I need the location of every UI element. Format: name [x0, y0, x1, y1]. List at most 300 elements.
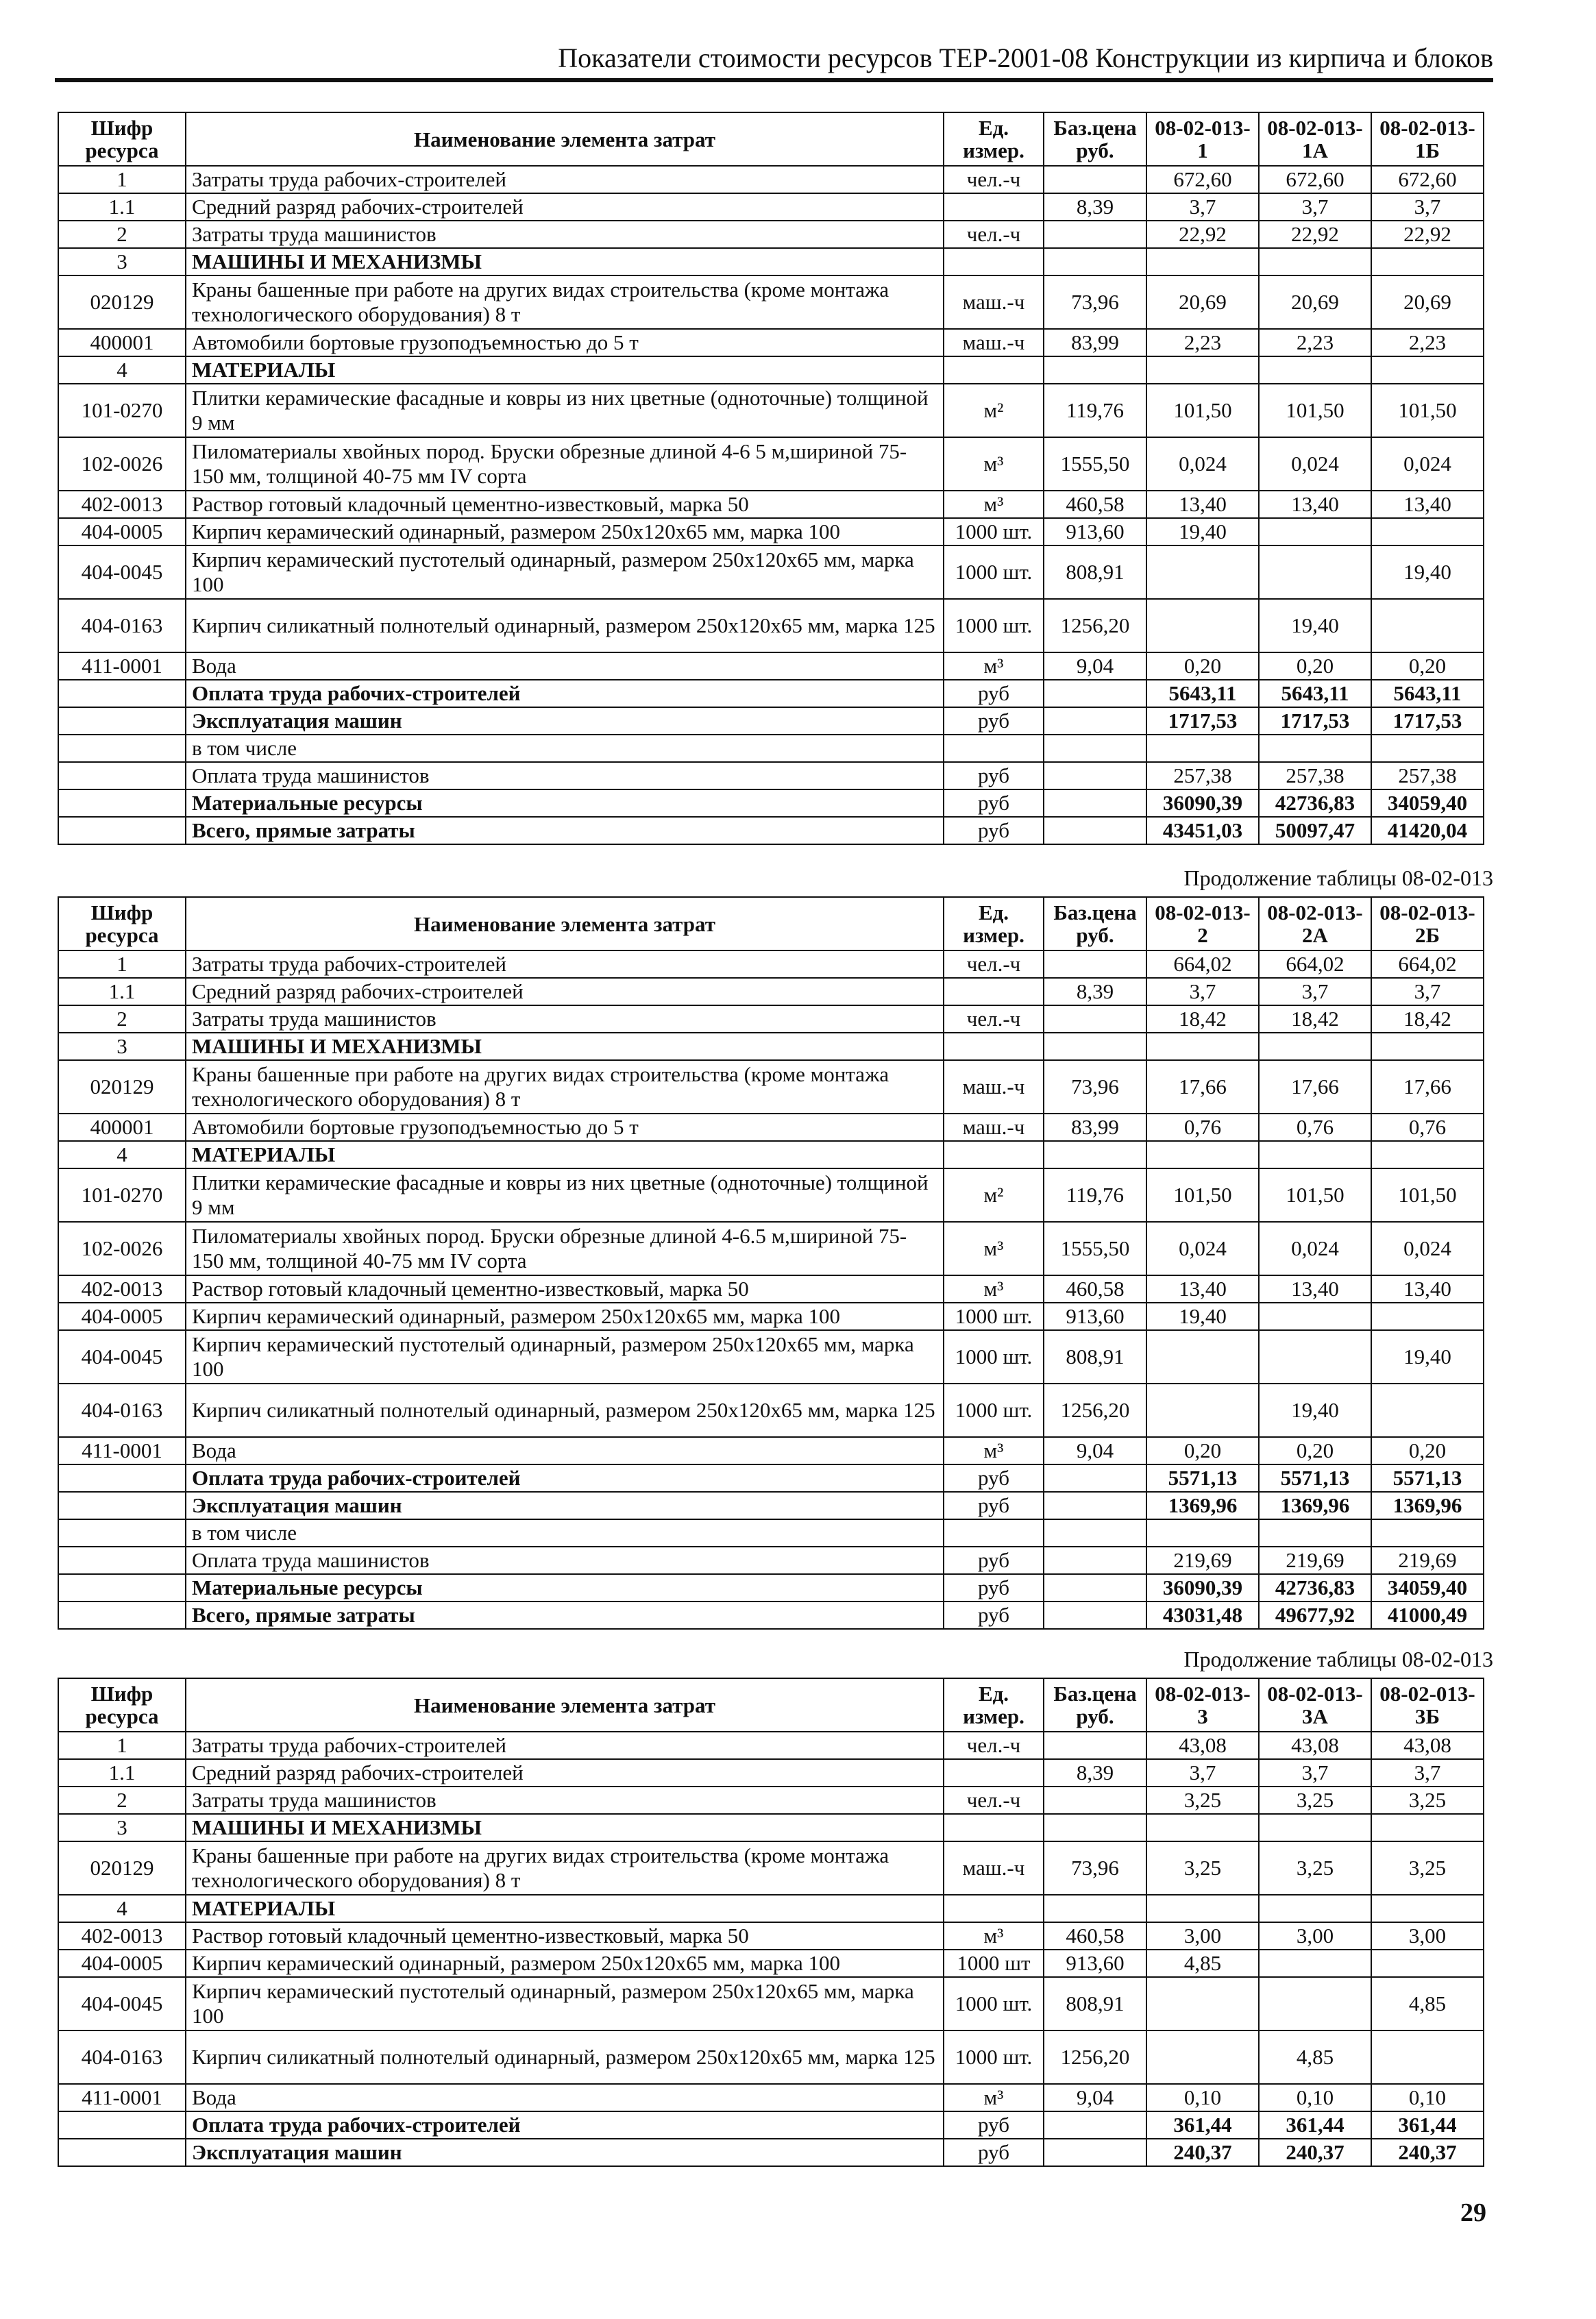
column-header-code: Шифр ресурса — [58, 897, 186, 950]
cost-element-name: Оплата труда рабочих-строителей — [186, 680, 944, 707]
cost-element-name: Краны башенные при работе на других видах строительства (кроме монтажа технологического оборудования) 8 т — [186, 1841, 944, 1895]
norm-value: 0,20 — [1259, 1437, 1371, 1464]
table-header-row — [58, 112, 1484, 166]
table-row — [58, 2084, 1484, 2111]
norm-value — [1371, 599, 1484, 652]
cost-table — [58, 112, 1484, 845]
resource-code: 020129 — [58, 275, 186, 329]
table-continuation-caption: Продолжение таблицы 08-02-013 — [1183, 1647, 1493, 1671]
norm-value: 4,85 — [1259, 2030, 1371, 2084]
norm-value: 101,50 — [1371, 384, 1484, 437]
table-row — [58, 762, 1484, 789]
norm-value — [1259, 1950, 1371, 1977]
resource-code: 1 — [58, 1732, 186, 1759]
cost-element-name: Эксплуатация машин — [186, 1492, 944, 1519]
unit-of-measure: руб — [944, 707, 1044, 735]
cost-element-name: Средний разряд рабочих-строителей — [186, 1759, 944, 1787]
norm-value: 3,25 — [1146, 1841, 1259, 1895]
unit-of-measure: м³ — [944, 1922, 1044, 1950]
unit-of-measure: маш.-ч — [944, 1060, 1044, 1114]
unit-of-measure: маш.-ч — [944, 329, 1044, 356]
norm-value: 219,69 — [1259, 1547, 1371, 1574]
column-header-unit: Ед. измер. — [944, 1678, 1044, 1732]
unit-of-measure: руб — [944, 680, 1044, 707]
norm-value: 3,7 — [1371, 1759, 1484, 1787]
unit-of-measure: маш.-ч — [944, 275, 1044, 329]
column-header-c1: 08-02-013-2 — [1146, 897, 1259, 950]
resource-code: 2 — [58, 221, 186, 248]
resource-code: 1 — [58, 166, 186, 193]
table-row — [58, 2139, 1484, 2166]
unit-of-measure: 1000 шт. — [944, 1977, 1044, 2030]
base-price: 460,58 — [1044, 491, 1146, 518]
unit-of-measure: руб — [944, 1547, 1044, 1574]
base-price: 8,39 — [1044, 1759, 1146, 1787]
base-price — [1044, 1602, 1146, 1629]
cost-element-name: Пиломатериалы хвойных пород. Бруски обрезные длиной 4-6 5 м,шириной 75-150 мм, толщиной 40-75 мм IV сорта — [186, 437, 944, 491]
norm-value: 19,40 — [1146, 1303, 1259, 1330]
norm-value — [1371, 1814, 1484, 1841]
norm-value: 18,42 — [1146, 1005, 1259, 1033]
norm-value: 13,40 — [1146, 491, 1259, 518]
norm-value: 257,38 — [1371, 762, 1484, 789]
unit-of-measure: 1000 шт. — [944, 1330, 1044, 1384]
base-price: 8,39 — [1044, 978, 1146, 1005]
base-price — [1044, 2111, 1146, 2139]
header-rule — [55, 78, 1493, 82]
norm-value: 18,42 — [1371, 1005, 1484, 1033]
cost-table — [58, 1678, 1484, 2167]
norm-value: 17,66 — [1146, 1060, 1259, 1114]
resource-code: 1.1 — [58, 193, 186, 221]
unit-of-measure — [944, 1141, 1044, 1168]
norm-value: 0,024 — [1259, 437, 1371, 491]
column-header-c2: 08-02-013-1А — [1259, 112, 1371, 166]
norm-value: 5571,13 — [1259, 1464, 1371, 1492]
resource-code: 411-0001 — [58, 2084, 186, 2111]
resource-code — [58, 680, 186, 707]
column-header-c2: 08-02-013-3А — [1259, 1678, 1371, 1732]
base-price: 808,91 — [1044, 545, 1146, 599]
norm-value: 3,00 — [1259, 1922, 1371, 1950]
resource-code — [58, 817, 186, 844]
resource-code: 404-0163 — [58, 599, 186, 652]
table-row — [58, 1168, 1484, 1222]
column-header-unit: Ед. измер. — [944, 897, 1044, 950]
norm-value: 5643,11 — [1146, 680, 1259, 707]
norm-value: 3,25 — [1259, 1841, 1371, 1895]
base-price — [1044, 1005, 1146, 1033]
resource-code: 101-0270 — [58, 1168, 186, 1222]
cost-element-name: Раствор готовый кладочный цементно-известковый, марка 50 — [186, 1275, 944, 1303]
unit-of-measure — [944, 1519, 1044, 1547]
resource-code: 102-0026 — [58, 437, 186, 491]
cost-element-name: Оплата труда рабочих-строителей — [186, 2111, 944, 2139]
norm-value — [1371, 1950, 1484, 1977]
unit-of-measure: руб — [944, 1574, 1044, 1602]
norm-value — [1259, 545, 1371, 599]
norm-value — [1146, 1519, 1259, 1547]
resource-code: 404-0005 — [58, 518, 186, 545]
norm-value: 0,10 — [1259, 2084, 1371, 2111]
norm-value: 17,66 — [1371, 1060, 1484, 1114]
norm-value: 19,40 — [1371, 545, 1484, 599]
column-header-c3: 08-02-013-3Б — [1371, 1678, 1484, 1732]
column-header-code: Шифр ресурса — [58, 1678, 186, 1732]
cost-element-name: МАТЕРИАЛЫ — [186, 1895, 944, 1922]
unit-of-measure: м³ — [944, 652, 1044, 680]
table-row — [58, 221, 1484, 248]
table-row — [58, 356, 1484, 384]
norm-value: 664,02 — [1146, 950, 1259, 978]
column-header-c1: 08-02-013-1 — [1146, 112, 1259, 166]
norm-value: 22,92 — [1146, 221, 1259, 248]
norm-value — [1146, 1814, 1259, 1841]
unit-of-measure: маш.-ч — [944, 1114, 1044, 1141]
resource-code: 400001 — [58, 1114, 186, 1141]
base-price — [1044, 680, 1146, 707]
cost-element-name: Средний разряд рабочих-строителей — [186, 978, 944, 1005]
norm-value: 36090,39 — [1146, 789, 1259, 817]
norm-value — [1146, 356, 1259, 384]
table-row — [58, 2030, 1484, 2084]
base-price: 1555,50 — [1044, 437, 1146, 491]
unit-of-measure: м² — [944, 384, 1044, 437]
table-row — [58, 652, 1484, 680]
norm-value: 3,00 — [1146, 1922, 1259, 1950]
base-price — [1044, 950, 1146, 978]
cost-element-name: Средний разряд рабочих-строителей — [186, 193, 944, 221]
resource-code — [58, 1492, 186, 1519]
table-row — [58, 1303, 1484, 1330]
unit-of-measure: руб — [944, 1464, 1044, 1492]
table-row — [58, 1787, 1484, 1814]
resource-code: 411-0001 — [58, 1437, 186, 1464]
page-number: 29 — [1460, 2198, 1486, 2227]
norm-value — [1259, 1977, 1371, 2030]
norm-value: 3,25 — [1371, 1841, 1484, 1895]
norm-value — [1371, 356, 1484, 384]
norm-value: 13,40 — [1371, 491, 1484, 518]
cost-element-name: Плитки керамические фасадные и ковры из них цветные (одноточные) толщиной 9 мм — [186, 384, 944, 437]
norm-value: 361,44 — [1259, 2111, 1371, 2139]
unit-of-measure: 1000 шт. — [944, 545, 1044, 599]
norm-value — [1371, 1033, 1484, 1060]
norm-value: 5643,11 — [1259, 680, 1371, 707]
unit-of-measure: 1000 шт. — [944, 1303, 1044, 1330]
base-price — [1044, 1732, 1146, 1759]
base-price: 808,91 — [1044, 1330, 1146, 1384]
unit-of-measure: чел.-ч — [944, 1005, 1044, 1033]
norm-value: 3,7 — [1259, 1759, 1371, 1787]
table-row — [58, 1492, 1484, 1519]
table-row — [58, 166, 1484, 193]
unit-of-measure — [944, 248, 1044, 275]
cost-element-name: Краны башенные при работе на других видах строительства (кроме монтажа технологического оборудования) 8 т — [186, 275, 944, 329]
table-row — [58, 1574, 1484, 1602]
table-row — [58, 193, 1484, 221]
norm-value — [1371, 735, 1484, 762]
base-price — [1044, 1492, 1146, 1519]
unit-of-measure: 1000 шт. — [944, 518, 1044, 545]
norm-value: 34059,40 — [1371, 789, 1484, 817]
resource-code: 404-0163 — [58, 1384, 186, 1437]
resource-code: 404-0005 — [58, 1303, 186, 1330]
resource-code: 020129 — [58, 1841, 186, 1895]
norm-value: 3,25 — [1371, 1787, 1484, 1814]
unit-of-measure — [944, 1759, 1044, 1787]
norm-value: 257,38 — [1146, 762, 1259, 789]
norm-value: 17,66 — [1259, 1060, 1371, 1114]
unit-of-measure: 1000 шт. — [944, 2030, 1044, 2084]
column-header-c3: 08-02-013-1Б — [1371, 112, 1484, 166]
norm-value: 0,76 — [1259, 1114, 1371, 1141]
norm-value: 41000,49 — [1371, 1602, 1484, 1629]
norm-value: 19,40 — [1146, 518, 1259, 545]
base-price: 119,76 — [1044, 384, 1146, 437]
table-row — [58, 1814, 1484, 1841]
norm-value: 3,7 — [1146, 193, 1259, 221]
base-price — [1044, 735, 1146, 762]
resource-code: 2 — [58, 1005, 186, 1033]
cost-element-name: Затраты труда рабочих-строителей — [186, 1732, 944, 1759]
cost-element-name: Пиломатериалы хвойных пород. Бруски обрезные длиной 4-6.5 м,шириной 75-150 мм, толщиной 40-75 мм IV сорта — [186, 1222, 944, 1275]
norm-value — [1259, 248, 1371, 275]
norm-value: 101,50 — [1259, 384, 1371, 437]
table-row — [58, 437, 1484, 491]
resource-code: 020129 — [58, 1060, 186, 1114]
norm-value: 49677,92 — [1259, 1602, 1371, 1629]
norm-value — [1371, 1303, 1484, 1330]
cost-element-name: Эксплуатация машин — [186, 2139, 944, 2166]
unit-of-measure: чел.-ч — [944, 1732, 1044, 1759]
unit-of-measure: 1000 шт. — [944, 599, 1044, 652]
base-price: 73,96 — [1044, 275, 1146, 329]
resource-code: 101-0270 — [58, 384, 186, 437]
resource-code — [58, 1519, 186, 1547]
cost-element-name: Кирпич силикатный полнотелый одинарный, размером 250х120х65 мм, марка 125 — [186, 2030, 944, 2084]
table-row — [58, 1384, 1484, 1437]
norm-value: 5571,13 — [1146, 1464, 1259, 1492]
resource-code: 1 — [58, 950, 186, 978]
resource-code: 3 — [58, 1033, 186, 1060]
table-row — [58, 978, 1484, 1005]
unit-of-measure — [944, 1033, 1044, 1060]
base-price — [1044, 1464, 1146, 1492]
table-row — [58, 1437, 1484, 1464]
cost-element-name: Кирпич силикатный полнотелый одинарный, размером 250х120х65 мм, марка 125 — [186, 1384, 944, 1437]
cost-element-name: Автомобили бортовые грузоподъемностью до 5 т — [186, 329, 944, 356]
norm-value — [1146, 1384, 1259, 1437]
base-price: 1256,20 — [1044, 599, 1146, 652]
resource-code: 2 — [58, 1787, 186, 1814]
running-header: Показатели стоимости ресурсов ТЕР-2001-08 Конструкции из кирпича и блоков — [558, 42, 1493, 73]
cost-element-name: Затраты труда машинистов — [186, 1787, 944, 1814]
norm-value: 257,38 — [1259, 762, 1371, 789]
norm-value: 0,10 — [1146, 2084, 1259, 2111]
norm-value: 0,20 — [1146, 652, 1259, 680]
norm-value: 19,40 — [1259, 1384, 1371, 1437]
resource-code: 404-0045 — [58, 1330, 186, 1384]
norm-value: 672,60 — [1259, 166, 1371, 193]
table-row — [58, 1519, 1484, 1547]
base-price: 83,99 — [1044, 329, 1146, 356]
norm-value: 0,024 — [1146, 1222, 1259, 1275]
norm-value — [1259, 1814, 1371, 1841]
norm-value: 43,08 — [1146, 1732, 1259, 1759]
norm-value: 13,40 — [1259, 1275, 1371, 1303]
base-price: 73,96 — [1044, 1841, 1146, 1895]
norm-value: 361,44 — [1371, 2111, 1484, 2139]
base-price: 913,60 — [1044, 518, 1146, 545]
table-row — [58, 707, 1484, 735]
norm-value: 0,76 — [1371, 1114, 1484, 1141]
table-row — [58, 545, 1484, 599]
norm-value: 5643,11 — [1371, 680, 1484, 707]
column-header-code: Шифр ресурса — [58, 112, 186, 166]
unit-of-measure: чел.-ч — [944, 166, 1044, 193]
norm-value: 101,50 — [1259, 1168, 1371, 1222]
resource-code — [58, 1547, 186, 1574]
norm-value: 43451,03 — [1146, 817, 1259, 844]
cost-element-name: Кирпич керамический пустотелый одинарный, размером 250х120х65 мм, марка 100 — [186, 1977, 944, 2030]
base-price — [1044, 248, 1146, 275]
norm-value — [1146, 1895, 1259, 1922]
base-price — [1044, 1033, 1146, 1060]
resource-code: 402-0013 — [58, 491, 186, 518]
norm-value: 672,60 — [1371, 166, 1484, 193]
resource-code — [58, 1574, 186, 1602]
column-header-name: Наименование элемента затрат — [186, 1678, 944, 1732]
unit-of-measure: м³ — [944, 1275, 1044, 1303]
table-row — [58, 491, 1484, 518]
norm-value: 0,024 — [1259, 1222, 1371, 1275]
norm-value: 3,7 — [1146, 1759, 1259, 1787]
cost-element-name: МАШИНЫ И МЕХАНИЗМЫ — [186, 1814, 944, 1841]
unit-of-measure — [944, 1814, 1044, 1841]
unit-of-measure: руб — [944, 1492, 1044, 1519]
norm-value: 101,50 — [1146, 384, 1259, 437]
resource-code: 402-0013 — [58, 1922, 186, 1950]
norm-value: 50097,47 — [1259, 817, 1371, 844]
norm-value: 1369,96 — [1259, 1492, 1371, 1519]
unit-of-measure — [944, 978, 1044, 1005]
resource-code: 102-0026 — [58, 1222, 186, 1275]
norm-value — [1371, 248, 1484, 275]
norm-value: 219,69 — [1371, 1547, 1484, 1574]
resource-code: 4 — [58, 356, 186, 384]
table-row — [58, 1222, 1484, 1275]
table-row — [58, 1005, 1484, 1033]
base-price — [1044, 1519, 1146, 1547]
cost-element-name: в том числе — [186, 735, 944, 762]
norm-value — [1371, 2030, 1484, 2084]
table-row — [58, 1114, 1484, 1141]
norm-value: 5571,13 — [1371, 1464, 1484, 1492]
cost-element-name: Автомобили бортовые грузоподъемностью до 5 т — [186, 1114, 944, 1141]
norm-value: 361,44 — [1146, 2111, 1259, 2139]
base-price — [1044, 221, 1146, 248]
norm-value — [1371, 1895, 1484, 1922]
cost-element-name: Кирпич керамический пустотелый одинарный, размером 250х120х65 мм, марка 100 — [186, 1330, 944, 1384]
table-row — [58, 1841, 1484, 1895]
resource-code — [58, 2139, 186, 2166]
norm-value: 240,37 — [1146, 2139, 1259, 2166]
table-row — [58, 1759, 1484, 1787]
column-header-unit: Ед. измер. — [944, 112, 1044, 166]
norm-value — [1259, 518, 1371, 545]
norm-value: 43031,48 — [1146, 1602, 1259, 1629]
norm-value: 240,37 — [1371, 2139, 1484, 2166]
norm-value: 1717,53 — [1146, 707, 1259, 735]
norm-value — [1146, 2030, 1259, 2084]
resource-code: 400001 — [58, 329, 186, 356]
norm-value: 101,50 — [1371, 1168, 1484, 1222]
resource-code: 404-0045 — [58, 545, 186, 599]
norm-value: 0,024 — [1371, 1222, 1484, 1275]
norm-value: 3,7 — [1259, 193, 1371, 221]
table-header-row — [58, 897, 1484, 950]
base-price — [1044, 1547, 1146, 1574]
column-header-c1: 08-02-013-3 — [1146, 1678, 1259, 1732]
norm-value: 18,42 — [1259, 1005, 1371, 1033]
table-row — [58, 817, 1484, 844]
resource-code: 4 — [58, 1895, 186, 1922]
resource-code — [58, 1464, 186, 1492]
cost-element-name: МАТЕРИАЛЫ — [186, 356, 944, 384]
table-row — [58, 1275, 1484, 1303]
table-row — [58, 384, 1484, 437]
norm-value: 672,60 — [1146, 166, 1259, 193]
base-price — [1044, 817, 1146, 844]
resource-code — [58, 789, 186, 817]
column-header-name: Наименование элемента затрат — [186, 112, 944, 166]
cost-element-name: МАТЕРИАЛЫ — [186, 1141, 944, 1168]
norm-value: 1717,53 — [1371, 707, 1484, 735]
norm-value: 3,7 — [1371, 978, 1484, 1005]
norm-value: 3,7 — [1146, 978, 1259, 1005]
table-row — [58, 680, 1484, 707]
cost-element-name: Кирпич керамический одинарный, размером 250х120х65 мм, марка 100 — [186, 518, 944, 545]
unit-of-measure: маш.-ч — [944, 1841, 1044, 1895]
norm-value: 13,40 — [1259, 491, 1371, 518]
resource-code: 404-0045 — [58, 1977, 186, 2030]
norm-value: 4,85 — [1371, 1977, 1484, 2030]
unit-of-measure: руб — [944, 817, 1044, 844]
norm-value: 240,37 — [1259, 2139, 1371, 2166]
norm-value — [1259, 356, 1371, 384]
norm-value: 0,10 — [1371, 2084, 1484, 2111]
unit-of-measure: 1000 шт — [944, 1950, 1044, 1977]
table-row — [58, 1977, 1484, 2030]
unit-of-measure — [944, 356, 1044, 384]
cost-element-name: Эксплуатация машин — [186, 707, 944, 735]
table-row — [58, 1922, 1484, 1950]
column-header-c3: 08-02-013-2Б — [1371, 897, 1484, 950]
base-price — [1044, 1141, 1146, 1168]
cost-element-name: Краны башенные при работе на других видах строительства (кроме монтажа технологического оборудования) 8 т — [186, 1060, 944, 1114]
norm-value: 1369,96 — [1371, 1492, 1484, 1519]
unit-of-measure: м³ — [944, 1437, 1044, 1464]
cost-element-name: Раствор готовый кладочный цементно-известковый, марка 50 — [186, 491, 944, 518]
table-row — [58, 2111, 1484, 2139]
base-price — [1044, 1814, 1146, 1841]
table-row — [58, 1950, 1484, 1977]
resource-code — [58, 2111, 186, 2139]
cost-element-name: Затраты труда машинистов — [186, 221, 944, 248]
norm-value — [1259, 1141, 1371, 1168]
norm-value: 3,7 — [1371, 193, 1484, 221]
